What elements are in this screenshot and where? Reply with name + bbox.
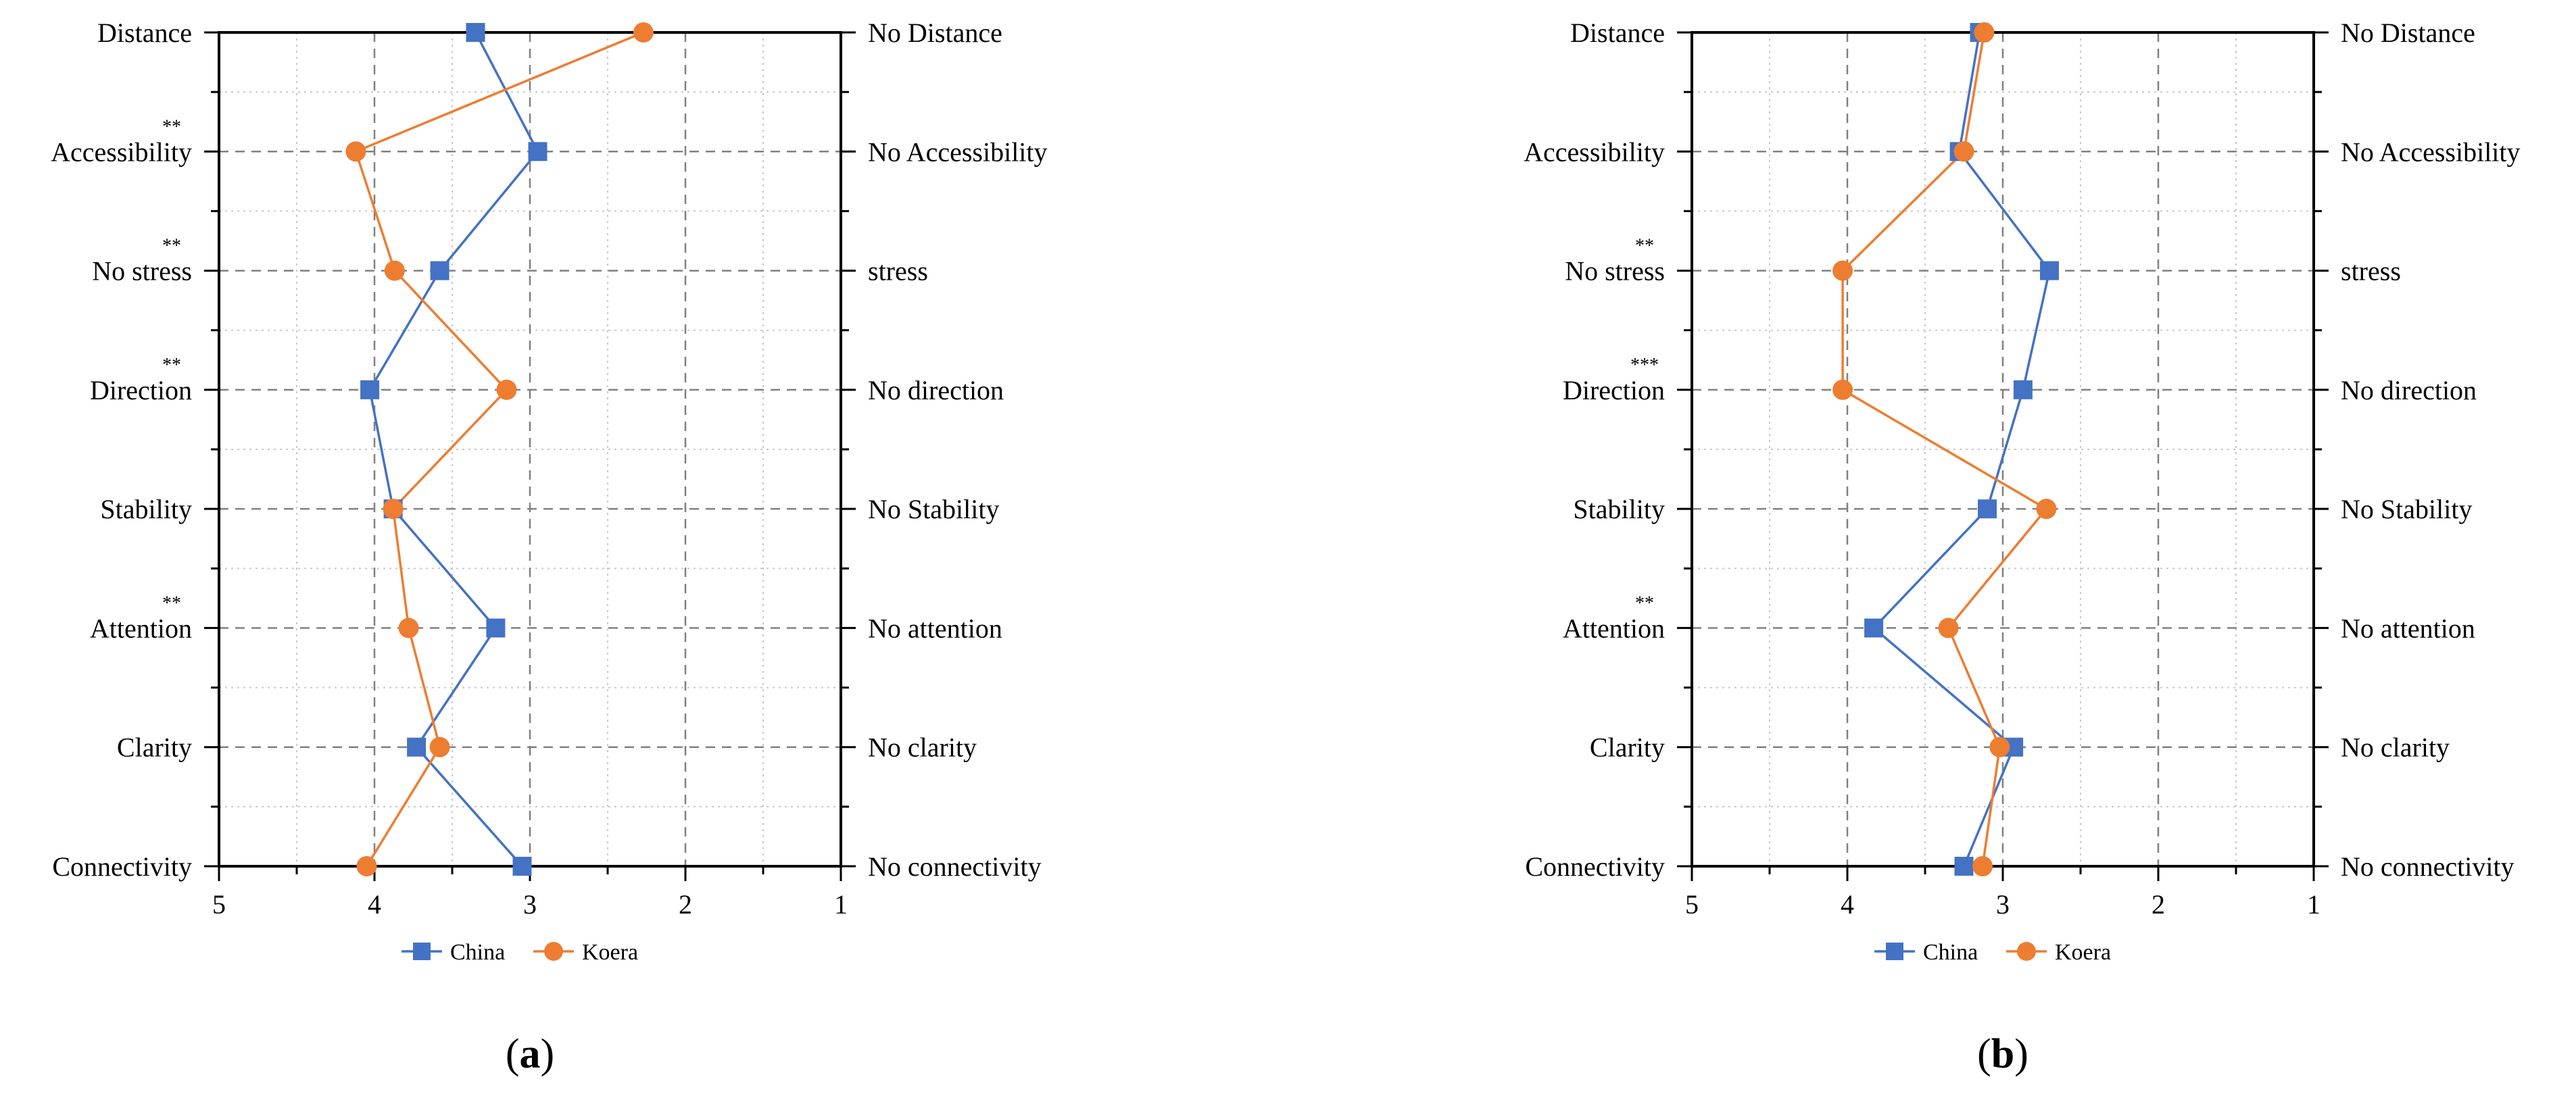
- legend-swatch-marker: [1886, 943, 1903, 960]
- data-point-china: [466, 23, 485, 42]
- significance-label: **: [162, 235, 181, 257]
- category-label: No stress: [92, 255, 192, 286]
- opposite-label: stress: [868, 255, 928, 286]
- x-tick-label: 2: [2152, 889, 2165, 920]
- data-point-koera: [1954, 141, 1974, 161]
- category-label: Accessibility: [1524, 136, 1665, 168]
- legend: [402, 940, 638, 965]
- opposite-label: No direction: [2341, 374, 2477, 405]
- x-tick-label: 2: [679, 889, 692, 920]
- data-point-koera: [1939, 618, 1959, 638]
- significance-label: **: [162, 593, 181, 614]
- category-label: Distance: [1570, 18, 1665, 48]
- data-point-koera: [357, 856, 377, 876]
- x-tick-label: 3: [523, 889, 537, 920]
- category-label: Clarity: [116, 732, 192, 763]
- x-tick-label: 1: [2307, 889, 2320, 920]
- data-point-koera: [383, 499, 404, 519]
- chart-panel-a: [51, 18, 1047, 1077]
- opposite-label: No connectivity: [2341, 851, 2514, 882]
- legend-swatch-marker: [413, 943, 431, 960]
- significance-label: **: [162, 354, 181, 376]
- legend-swatch-marker: [544, 942, 563, 961]
- x-tick-label: 5: [212, 889, 226, 920]
- opposite-label: No clarity: [2341, 732, 2450, 763]
- data-point-koera: [2036, 499, 2056, 519]
- panel-label: (b): [1977, 1031, 2028, 1077]
- data-point-china: [1978, 499, 1997, 518]
- opposite-label: No connectivity: [868, 851, 1042, 882]
- significance-label: **: [162, 116, 181, 138]
- legend-label: Koera: [2055, 940, 2112, 965]
- category-label: Connectivity: [1525, 851, 1665, 882]
- x-tick-label: 4: [1841, 889, 1854, 920]
- data-point-koera: [385, 261, 405, 281]
- category-label: Connectivity: [52, 851, 192, 882]
- significance-label: **: [1635, 593, 1654, 614]
- data-point-china: [407, 738, 426, 757]
- legend-swatch-marker: [2017, 942, 2036, 961]
- legend-label: China: [1923, 940, 1978, 965]
- data-point-china: [513, 857, 532, 876]
- category-label: No stress: [1565, 255, 1665, 286]
- data-point-koera: [633, 22, 654, 43]
- opposite-label: No direction: [868, 374, 1004, 405]
- data-point-koera: [399, 618, 419, 638]
- significance-label: **: [1635, 235, 1654, 257]
- category-label: Direction: [1562, 374, 1665, 405]
- category-label: Attention: [89, 613, 192, 644]
- data-point-koera: [1974, 22, 1994, 43]
- x-tick-label: 4: [368, 889, 381, 920]
- legend: [1874, 940, 2111, 965]
- data-point-china: [2040, 261, 2059, 280]
- opposite-label: No Stability: [2341, 494, 2473, 525]
- x-tick-label: 3: [1996, 889, 2010, 920]
- x-tick-label: 1: [834, 889, 848, 920]
- data-point-china: [486, 618, 505, 637]
- category-label: Stability: [1573, 494, 1665, 525]
- data-point-koera: [1972, 856, 1993, 876]
- legend-label: China: [450, 940, 506, 965]
- data-point-koera: [345, 141, 366, 161]
- category-label: Accessibility: [51, 136, 192, 168]
- data-point-china: [1955, 857, 1974, 876]
- data-point-china: [1864, 618, 1883, 637]
- opposite-label: No attention: [868, 613, 1002, 644]
- significance-label: ***: [1630, 354, 1659, 376]
- opposite-label: No attention: [2341, 613, 2475, 644]
- opposite-label: No Accessibility: [2341, 136, 2521, 168]
- opposite-label: No Distance: [868, 18, 1002, 48]
- data-point-china: [360, 380, 379, 399]
- data-point-china: [529, 142, 548, 161]
- data-point-koera: [1832, 261, 1853, 281]
- data-point-china: [431, 261, 449, 280]
- data-point-china: [2014, 380, 2033, 399]
- opposite-label: No Distance: [2341, 18, 2475, 48]
- category-label: Attention: [1562, 613, 1665, 644]
- legend-label: Koera: [582, 940, 639, 965]
- panel-label: (a): [505, 1031, 555, 1077]
- data-point-koera: [430, 737, 450, 757]
- category-label: Clarity: [1589, 732, 1665, 763]
- opposite-label: No Stability: [868, 494, 1000, 525]
- category-label: Stability: [100, 494, 192, 525]
- x-tick-label: 5: [1685, 889, 1699, 920]
- data-point-koera: [497, 380, 517, 400]
- opposite-label: No Accessibility: [868, 136, 1048, 168]
- data-point-koera: [1989, 737, 2010, 757]
- data-point-koera: [1832, 380, 1853, 400]
- category-label: Direction: [89, 374, 192, 405]
- chart-panel-b: [1524, 18, 2520, 1077]
- category-label: Distance: [97, 18, 192, 48]
- opposite-label: stress: [2341, 255, 2401, 286]
- opposite-label: No clarity: [868, 732, 977, 763]
